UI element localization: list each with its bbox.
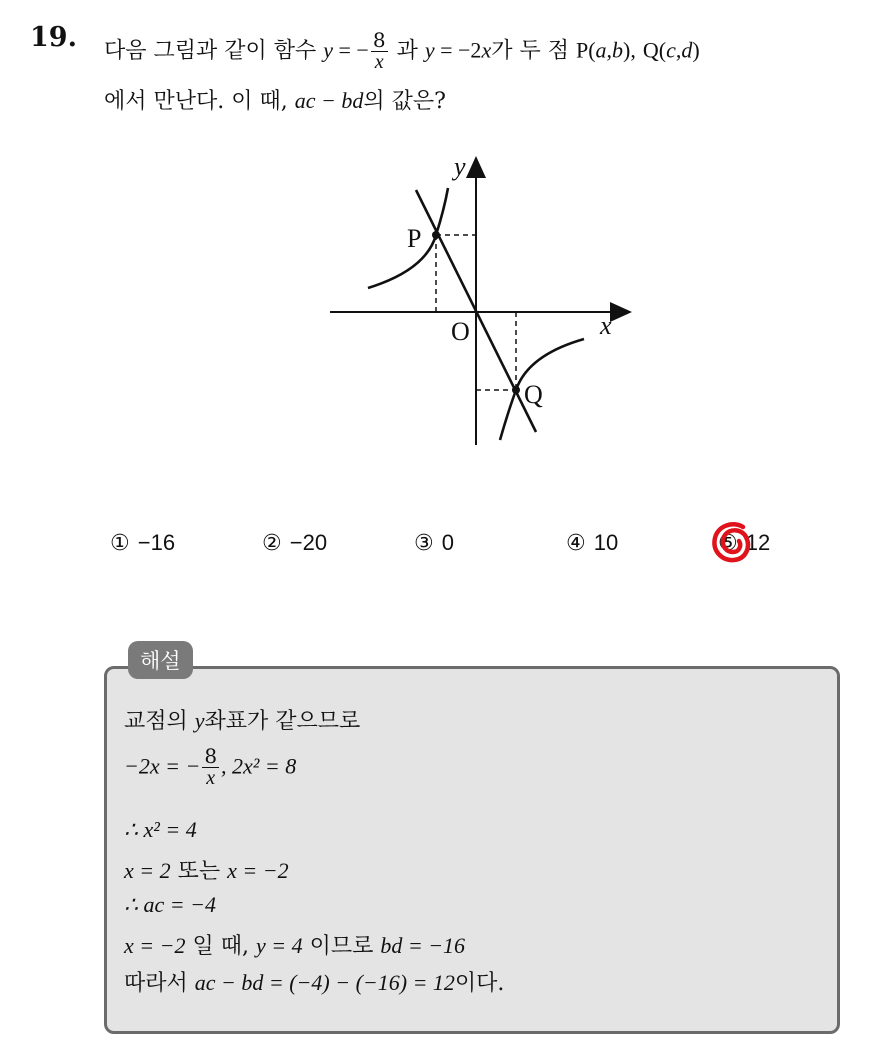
origin-label: O: [451, 317, 470, 346]
exp-text: 교점의: [124, 709, 188, 734]
function-graph: [318, 150, 638, 450]
math-expression: x = −2: [227, 858, 289, 883]
math-expression: y = 4: [255, 933, 303, 958]
choice-marker: ⑤: [718, 531, 738, 556]
math-op: ): [692, 37, 700, 63]
point-p: [432, 231, 440, 239]
explanation-line-5: ∴ ac = −4: [124, 892, 216, 917]
point-p-label: P(: [575, 37, 596, 63]
exp-text: 이다.: [454, 971, 505, 996]
math-op: = −: [333, 37, 369, 63]
choice-marker: ③: [414, 531, 434, 556]
p-label: P: [407, 224, 422, 253]
math-op: ,: [675, 37, 682, 63]
math-var: y: [194, 708, 205, 733]
choice-value: −20: [289, 530, 328, 555]
fraction-8-over-x: [202, 746, 219, 789]
choice-3[interactable]: [414, 530, 454, 556]
exp-text: 이므로: [309, 934, 374, 959]
fraction-numerator: 8: [372, 28, 386, 52]
math-expression: bd = −16: [380, 933, 466, 958]
exp-text: 또는: [177, 859, 221, 884]
choice-value: −16: [137, 530, 176, 555]
math-var: y: [424, 37, 435, 63]
choice-value: 0: [441, 530, 454, 555]
point-q: [512, 386, 520, 394]
math-var: b: [612, 37, 624, 63]
explanation-line-1: [124, 704, 360, 735]
exp-text: 일 때,: [192, 934, 249, 959]
math-expression: x = 2: [124, 858, 171, 883]
math-op: ,: [606, 37, 613, 63]
fraction-denominator: x: [206, 767, 216, 789]
choice-2[interactable]: [262, 530, 327, 556]
q-label: Q: [524, 380, 543, 409]
question-text: 과: [396, 38, 418, 64]
exp-text: 따라서: [124, 971, 188, 996]
explanation-tag: 해설: [128, 641, 193, 679]
math-var: c: [666, 37, 676, 63]
explanation-line-6: [124, 929, 465, 960]
x-axis-label: x: [600, 311, 612, 340]
math-var: d: [681, 37, 693, 63]
exp-text: 좌표가 같으므로: [204, 709, 361, 734]
question-line-2: [104, 84, 446, 115]
question-text: 가 두 점: [491, 38, 569, 64]
question-text: 다음 그림과 같이 함수: [104, 38, 317, 64]
explanation-line-4: [124, 854, 289, 885]
fraction-denominator: x: [374, 51, 384, 73]
math-expression: , 2x² = 8: [221, 753, 297, 779]
fraction-8-over-x: [371, 30, 388, 73]
choice-marker: ②: [262, 531, 282, 556]
math-op: ),: [623, 37, 636, 63]
math-expression: ac − bd: [294, 88, 364, 113]
question-text: 에서 만난다. 이 때,: [104, 89, 288, 114]
question-number: 19.: [30, 22, 77, 53]
math-var: x: [481, 37, 492, 63]
math-var: a: [595, 37, 607, 63]
math-var: y: [323, 37, 334, 63]
math-op: = −2: [434, 37, 482, 63]
math-expression: x = −2: [124, 933, 186, 958]
question-text: 의 값은?: [363, 89, 446, 114]
choice-value: 12: [745, 530, 771, 555]
choice-marker: ①: [110, 531, 130, 556]
choice-4[interactable]: [566, 530, 618, 556]
choice-marker: ④: [566, 531, 586, 556]
answer-mark-icon: [708, 519, 756, 567]
explanation-line-7: [124, 966, 504, 997]
math-expression: ac − bd = (−4) − (−16) = 12: [194, 970, 455, 995]
math-expression: −2x = −: [124, 753, 201, 779]
explanation-line-2: [124, 746, 296, 789]
question-line-1: [104, 30, 700, 73]
y-axis-label: y: [454, 152, 466, 181]
choice-1[interactable]: [110, 530, 175, 556]
point-q-label: Q(: [642, 37, 667, 63]
choice-value: 10: [593, 530, 619, 555]
explanation-line-3: ∴ x² = 4: [124, 817, 197, 842]
fraction-numerator: 8: [204, 744, 218, 768]
